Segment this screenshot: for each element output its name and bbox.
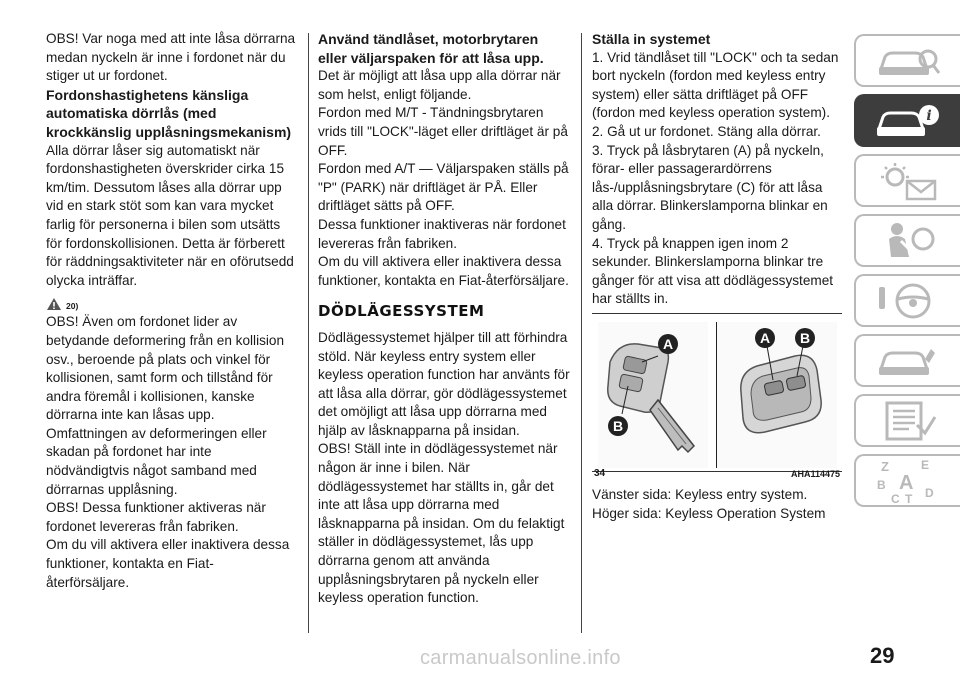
page-number: 29 bbox=[870, 643, 895, 668]
factory-note: OBS! Dessa funktioner aktiveras när fordonet levereras från fabriken. bbox=[46, 500, 266, 534]
step-2: 2. Gå ut ur fordonet. Stäng alla dörrar. bbox=[592, 123, 821, 139]
warning-triangle-icon bbox=[46, 297, 62, 311]
chapter-sidebar bbox=[854, 34, 960, 514]
mt-paragraph: Fordon med M/T - Tändningsbrytaren vrids till "LOCK"-läget eller driftläget är på OFF. bbox=[318, 105, 568, 158]
dealer-paragraph: Om du vill aktivera eller inaktivera dessa funktioner, kontakta en Fiat-återförsäljare. bbox=[318, 254, 569, 288]
warning-number: 20) bbox=[66, 301, 79, 312]
intro-paragraph: OBS! Var noga med att inte låsa dörrarna medan nyckeln är inne i fordonet när du stiger ut ur fordonet. bbox=[46, 31, 296, 84]
column-3 bbox=[592, 30, 842, 523]
warning-reference bbox=[46, 291, 296, 311]
svg-text:D: D bbox=[925, 485, 934, 500]
at-paragraph: Fordon med A/T — Väljarspaken ställs på "P" (PARK) när driftläget är PÅ. Eller driftläget sätts på OFF. bbox=[318, 161, 569, 214]
tab-dashboard[interactable] bbox=[854, 34, 960, 87]
svg-text:A: A bbox=[899, 471, 914, 494]
column-divider-2 bbox=[581, 33, 582, 633]
unlock-heading: Använd tändlåset, motorbrytaren eller väljarspaken för att låsa upp. bbox=[318, 31, 544, 66]
svg-text:E: E bbox=[921, 457, 930, 472]
figure-caption-right: Höger sida: Keyless Operation System bbox=[592, 505, 826, 521]
tab-warning-lights[interactable] bbox=[854, 154, 960, 207]
label-a-right: A bbox=[759, 329, 771, 346]
setup-heading: Ställa in systemet bbox=[592, 31, 711, 47]
svg-text:i: i bbox=[926, 107, 932, 124]
auto-lock-paragraph: Alla dörrar låser sig automatiskt när fordonshastigheten överskrider cirka 15 km/tim. Dessutom låses alla dörrar upp vid en stark stöt som kan vara mycket farlig för personerna i bilen som utsätts för fordonskollisionen. Detta är förberett för räddningsaktiviteter när en oförutsedd olycka inträffar. bbox=[46, 142, 294, 288]
key-fob-icon bbox=[598, 322, 708, 468]
deadlock-note: OBS! Ställ inte in dödlägessystemet när någon är inne i bilen. När dödlägessystemet har ställts in, går det inte att låsa upp dörrarna med låsknapparna på insidan. Om du felaktigt ställer in dödlägessystemet, lås upp dörrarna genom att använda upplåsningsbrytaren på nyckeln eller keyless operation function. bbox=[318, 441, 565, 606]
figure-number: 34 bbox=[594, 468, 606, 480]
step-1: 1. Vrid tändlåset till "LOCK" och ta sedan bort nyckeln (fordon med keyless entry system) eller sätta driftläget på OFF (fordon med keyless operation system). bbox=[592, 49, 839, 121]
tab-emergency[interactable] bbox=[854, 334, 960, 387]
tab-vehicle-info[interactable] bbox=[854, 94, 960, 147]
car-service-icon bbox=[873, 339, 943, 383]
column-2 bbox=[318, 30, 570, 608]
dealer-note: Om du vill aktivera eller inaktivera dessa funktioner, kontakta en Fiat-återförsäljare. bbox=[46, 537, 290, 590]
steering-wheel-icon bbox=[873, 279, 943, 323]
car-info-icon bbox=[873, 99, 943, 143]
tab-safety[interactable] bbox=[854, 214, 960, 267]
airbag-person-icon bbox=[873, 219, 943, 263]
deadlock-description: Dödlägessystemet hjälper till att förhindra stöld. När keyless entry system eller keyless operation function har använts för att låsa alla dörrar, gör dödlägessystemet det omöjligt att låsa upp dörrarna med hjälp av låsknapparna på insidan. bbox=[318, 329, 570, 438]
figure-caption-left: Vänster sida: Keyless entry system. bbox=[592, 486, 808, 502]
key-figure bbox=[592, 314, 842, 486]
keyless-operation-key-illustration bbox=[716, 322, 837, 468]
tab-maintenance[interactable] bbox=[854, 394, 960, 447]
warning-lights-icon bbox=[873, 159, 943, 203]
deadlock-section-title: DÖDLÄGESSYSTEM bbox=[318, 302, 485, 321]
auto-lock-heading: Fordonshastighetens känsliga automatiska dörrlås (med krockkänslig upplåsningsmekanism) bbox=[46, 86, 292, 140]
column-1 bbox=[46, 30, 296, 592]
figure-code: AHA114475 bbox=[790, 469, 840, 480]
label-b-right: B bbox=[799, 329, 811, 346]
keyless-entry-key-illustration bbox=[598, 322, 708, 468]
label-b-left: B bbox=[612, 417, 624, 434]
checklist-icon bbox=[873, 399, 943, 443]
watermark: carmanualsonline.info bbox=[420, 647, 621, 669]
smart-key-icon bbox=[717, 322, 837, 468]
step-4: 4. Tryck på knappen igen inom 2 sekunder. Blinkerslamporna blinkar tre gånger för att visa att dödlägessystemet har ställts in. bbox=[592, 235, 834, 307]
alphabet-index-icon bbox=[873, 457, 943, 505]
tab-starting-driving[interactable] bbox=[854, 274, 960, 327]
unlock-paragraph: Det är möjligt att låsa upp alla dörrar när som helst, enligt följande. bbox=[318, 68, 561, 102]
step-3: 3. Tryck på låsbrytaren (A) på nyckeln, förar- eller passagerardörrens lås-/upplåsningsbrytare (C) för att låsa alla dörrar. Blinkerslamporna blinkar en gång. bbox=[592, 142, 828, 232]
svg-text:B: B bbox=[877, 477, 886, 492]
deformation-note: OBS! Även om fordonet lider av betydande deformering från en kollision osv., beroende på plats och vinkel för kollisionen, samt form och tillstånd för andra föremål i kollisionen, kanske dörrarna inte kan låsas upp. Omfattningen av deformeringen eller skadan på fordonet har inte nödvändigtvis något samband med dörrarnas upplåsning. bbox=[46, 314, 285, 497]
tab-index[interactable] bbox=[854, 454, 960, 507]
svg-text:C: C bbox=[891, 491, 900, 505]
factory-disabled-paragraph: Dessa funktioner inaktiveras när fordonet levereras från fabriken. bbox=[318, 216, 566, 251]
label-a-left: A bbox=[662, 335, 674, 352]
svg-text:T: T bbox=[905, 491, 913, 505]
car-search-icon bbox=[873, 39, 943, 83]
svg-text:Z: Z bbox=[881, 458, 889, 474]
column-divider-1 bbox=[308, 33, 309, 633]
